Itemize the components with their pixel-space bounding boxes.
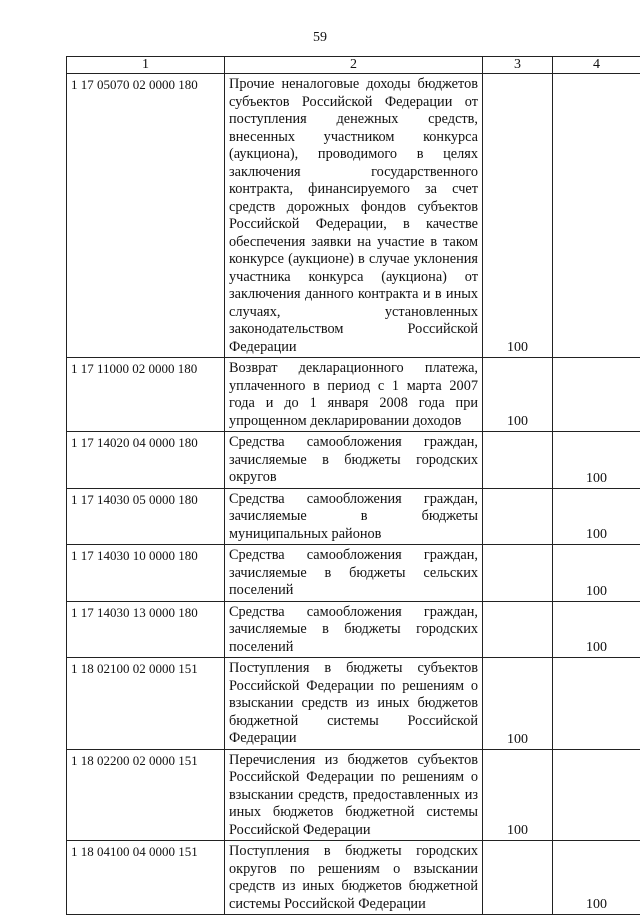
value-column-4: 100 [553, 601, 640, 658]
column-header-2: 2 [225, 57, 483, 74]
value-column-3: 100 [483, 658, 553, 750]
column-header-4: 4 [553, 57, 640, 74]
table-header-row [67, 57, 640, 74]
column-header-3: 3 [483, 57, 553, 74]
value-column-4 [553, 358, 640, 432]
revenue-code: 1 17 14020 04 0000 180 [67, 432, 225, 489]
value-column-4: 100 [553, 488, 640, 545]
table-row [67, 488, 640, 545]
value-column-4: 100 [553, 545, 640, 602]
value-column-3: 100 [483, 358, 553, 432]
revenue-code: 1 17 05070 02 0000 180 [67, 74, 225, 358]
revenue-code: 1 17 14030 05 0000 180 [67, 488, 225, 545]
value-column-3 [483, 432, 553, 489]
value-column-4: 100 [553, 841, 640, 915]
revenue-description: Средства самообложения граждан, зачисляемые в бюджеты городских поселений [225, 601, 483, 658]
value-column-3: 100 [483, 749, 553, 841]
revenue-description: Поступления в бюджеты городских округов по решениям о взыскании средств из иных бюджетов бюджетной системы Российской Федерации [225, 841, 483, 915]
value-column-3 [483, 488, 553, 545]
value-column-3 [483, 841, 553, 915]
table-row [67, 74, 640, 358]
revenue-description: Поступления в бюджеты субъектов Российской Федерации по решениям о взыскании средств из иных бюджетов бюджетной системы Российской Федерации [225, 658, 483, 750]
table-row [67, 358, 640, 432]
revenue-description: Прочие неналоговые доходы бюджетов субъектов Российской Федерации от поступления денежных средств, внесенных участником конкурса (аукциона), проводимого в целях заключения государственного контракта, финансируемого за счет средств дорожных фондов субъектов Российской Федерации, в качестве обеспечения заявки на участие в таком конкурсе (аукционе) в случае уклонения участника конкурса (аукциона) от заключения данного контракта и в иных случаях, установленных законодательством Российской Федерации [225, 74, 483, 358]
revenue-description: Средства самообложения граждан, зачисляемые в бюджеты городских округов [225, 432, 483, 489]
value-column-4: 100 [553, 432, 640, 489]
value-column-3: 100 [483, 74, 553, 358]
revenue-code: 1 18 02200 02 0000 151 [67, 749, 225, 841]
table-row [67, 749, 640, 841]
revenue-description: Средства самообложения граждан, зачисляемые в бюджеты сельских поселений [225, 545, 483, 602]
value-column-4 [553, 749, 640, 841]
page-number: 59 [0, 30, 640, 46]
value-column-3 [483, 601, 553, 658]
revenue-code: 1 17 11000 02 0000 180 [67, 358, 225, 432]
revenue-code: 1 17 14030 10 0000 180 [67, 545, 225, 602]
value-column-3 [483, 545, 553, 602]
table-row [67, 432, 640, 489]
table-row [67, 545, 640, 602]
table-row [67, 601, 640, 658]
value-column-4 [553, 74, 640, 358]
revenue-description: Средства самообложения граждан, зачисляемые в бюджеты муниципальных районов [225, 488, 483, 545]
revenue-code: 1 18 02100 02 0000 151 [67, 658, 225, 750]
table-row [67, 658, 640, 750]
revenue-code: 1 18 04100 04 0000 151 [67, 841, 225, 915]
budget-revenue-table [66, 56, 640, 915]
column-header-1: 1 [67, 57, 225, 74]
value-column-4 [553, 658, 640, 750]
revenue-description: Перечисления из бюджетов субъектов Российской Федерации по решениям о взыскании средств, предоставленных из иных бюджетов бюджетной системы Российской Федерации [225, 749, 483, 841]
revenue-code: 1 17 14030 13 0000 180 [67, 601, 225, 658]
table-row [67, 841, 640, 915]
revenue-description: Возврат декларационного платежа, уплаченного в период с 1 марта 2007 года и до 1 января 2008 года при упрощенном декларировании доходов [225, 358, 483, 432]
